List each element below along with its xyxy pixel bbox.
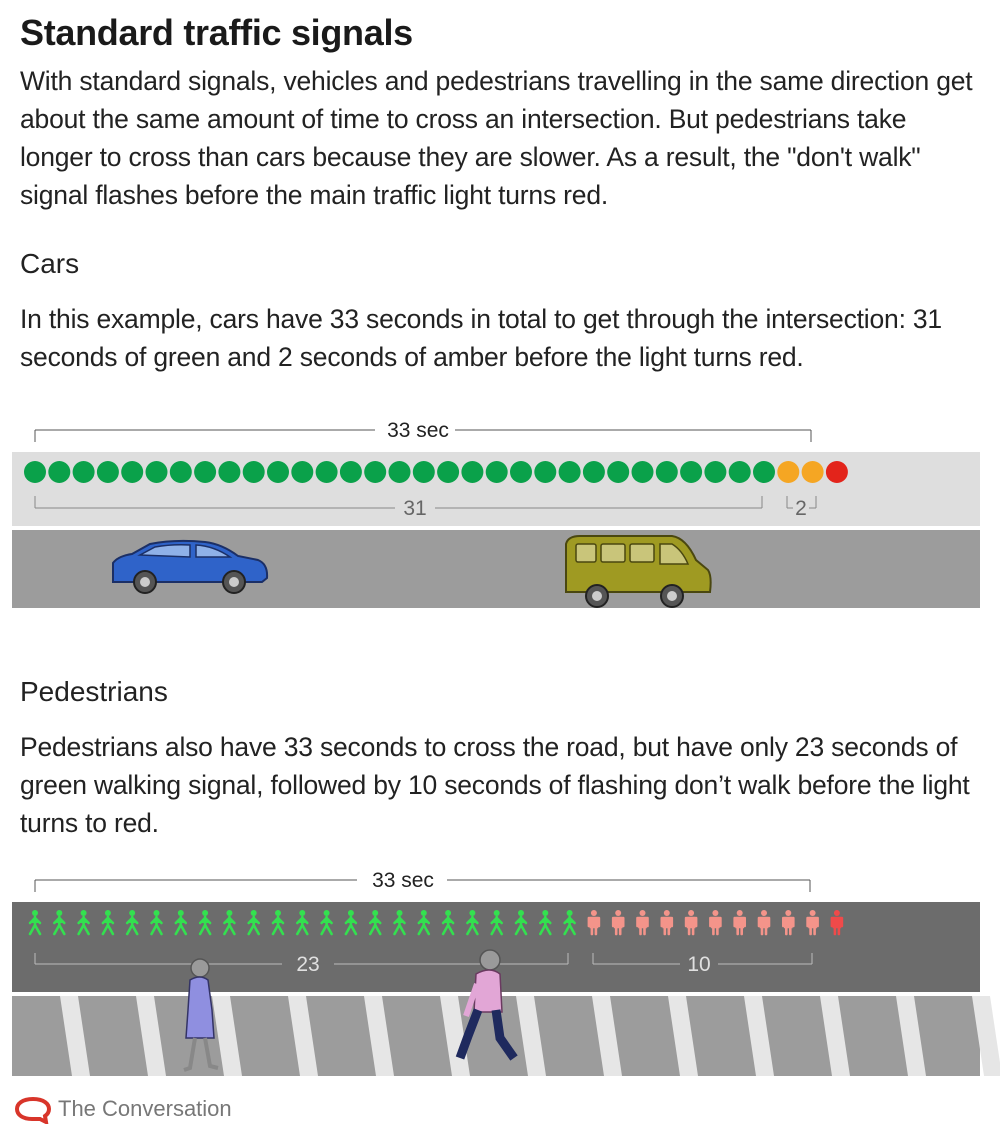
speech-bubble-icon (14, 1094, 52, 1124)
cars-signal-diagram (0, 410, 1000, 610)
green-signal-dot (753, 461, 775, 483)
green-signal-dot (413, 461, 435, 483)
pedestrians-walk-label: 23 (296, 953, 320, 976)
green-signal-dot (48, 461, 70, 483)
pedestrians-description: Pedestrians also have 33 seconds to cross the road, but have only 23 seconds of green walking signal, followed by 10 seconds of flashing don’t walk before the light turns to red. (20, 732, 970, 838)
green-signal-dot (583, 461, 605, 483)
green-signal-dot (534, 461, 556, 483)
green-signal-dot (194, 461, 216, 483)
cars-green-label: 31 (403, 497, 427, 520)
green-signal-dot (340, 461, 362, 483)
footer-brand (14, 1094, 232, 1124)
brand-name: The Conversation (58, 1096, 232, 1121)
green-signal-dot (461, 461, 483, 483)
green-signal-dot (559, 461, 581, 483)
green-signal-dot (607, 461, 629, 483)
green-signal-dot (267, 461, 289, 483)
page-title: Standard traffic signals (20, 12, 413, 53)
green-signal-dot (121, 461, 143, 483)
pedestrians-flash-label: 10 (687, 953, 711, 976)
green-signal-dot (680, 461, 702, 483)
cars-description: In this example, cars have 33 seconds in total to get through the intersection: 31 seconds of green and 2 seconds of amber before the light turns red. (20, 304, 942, 372)
pedestrian-signal-diagram (0, 860, 1000, 1080)
amber-signal-dot (802, 461, 824, 483)
green-signal-dot (729, 461, 751, 483)
amber-signal-dot (777, 461, 799, 483)
green-signal-dot (73, 461, 95, 483)
red-signal-dot (826, 461, 848, 483)
green-signal-dot (486, 461, 508, 483)
cars-heading: Cars (20, 248, 80, 279)
green-signal-dot (437, 461, 459, 483)
green-signal-dot (97, 461, 119, 483)
green-signal-dot (364, 461, 386, 483)
green-signal-dot (146, 461, 168, 483)
green-signal-dot (704, 461, 726, 483)
green-signal-dot (291, 461, 313, 483)
pedestrians-heading: Pedestrians (20, 676, 168, 707)
green-signal-dot (24, 461, 46, 483)
cars-total-label: 33 sec (387, 419, 449, 442)
green-signal-dot (316, 461, 338, 483)
green-signal-dot (632, 461, 654, 483)
pedestrians-total-label: 33 sec (372, 869, 434, 892)
green-signal-dot (389, 461, 411, 483)
green-signal-dot (170, 461, 192, 483)
green-signal-dot (656, 461, 678, 483)
green-signal-dot (243, 461, 265, 483)
intro-paragraph: With standard signals, vehicles and pedestrians travelling in the same direction get about the same amount of time to cross an intersection. But pedestrians take longer to cross than cars because they are slower. As a result, the "don't walk" signal flashes before the main traffic light turns red. (20, 66, 973, 210)
cars-amber-label: 2 (795, 497, 807, 520)
green-signal-dot (218, 461, 240, 483)
green-signal-dot (510, 461, 532, 483)
